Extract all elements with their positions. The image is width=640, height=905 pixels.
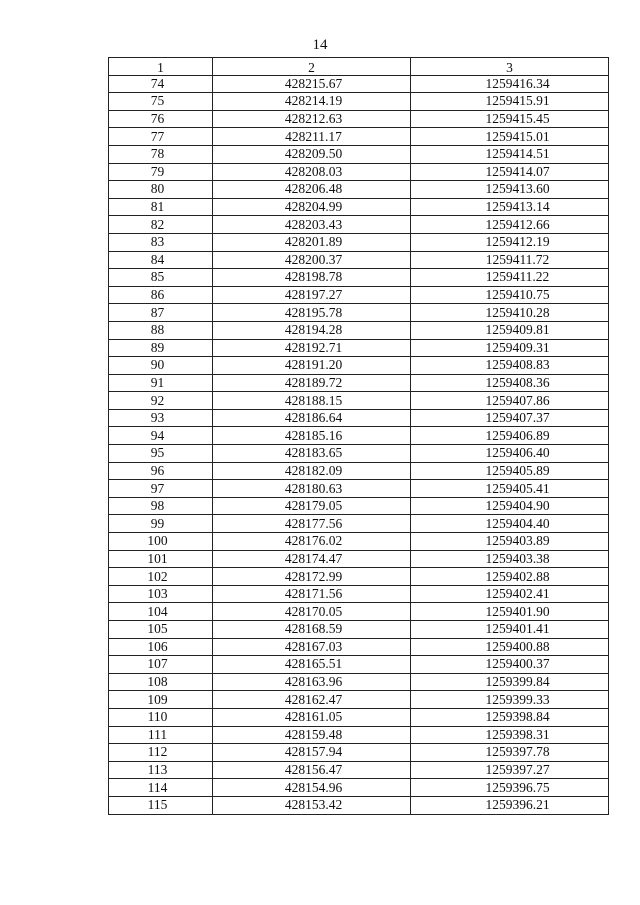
table-row	[109, 145, 609, 163]
point-number-cell: 107	[109, 656, 213, 674]
point-number-cell: 110	[109, 708, 213, 726]
x-coordinate-cell: 428182.09	[213, 462, 411, 480]
y-coordinate-cell: 1259397.27	[411, 761, 609, 779]
table-row	[109, 427, 609, 445]
x-coordinate-cell: 428185.16	[213, 427, 411, 445]
x-coordinate-cell: 428188.15	[213, 392, 411, 410]
table-row	[109, 93, 609, 111]
table-row	[109, 374, 609, 392]
column-header-1: 1	[109, 58, 213, 76]
y-coordinate-cell: 1259410.75	[411, 286, 609, 304]
x-coordinate-cell: 428209.50	[213, 145, 411, 163]
table-row	[109, 796, 609, 814]
x-coordinate-cell: 428198.78	[213, 269, 411, 287]
x-coordinate-cell: 428208.03	[213, 163, 411, 181]
y-coordinate-cell: 1259396.21	[411, 796, 609, 814]
table-row	[109, 761, 609, 779]
x-coordinate-cell: 428189.72	[213, 374, 411, 392]
y-coordinate-cell: 1259402.88	[411, 568, 609, 586]
point-number-cell: 114	[109, 779, 213, 797]
table-row	[109, 726, 609, 744]
coordinates-table	[108, 57, 609, 815]
x-coordinate-cell: 428172.99	[213, 568, 411, 586]
y-coordinate-cell: 1259416.34	[411, 75, 609, 93]
x-coordinate-cell: 428214.19	[213, 93, 411, 111]
x-coordinate-cell: 428153.42	[213, 796, 411, 814]
point-number-cell: 112	[109, 744, 213, 762]
point-number-cell: 102	[109, 568, 213, 586]
point-number-cell: 75	[109, 93, 213, 111]
x-coordinate-cell: 428170.05	[213, 603, 411, 621]
point-number-cell: 103	[109, 585, 213, 603]
y-coordinate-cell: 1259407.86	[411, 392, 609, 410]
y-coordinate-cell: 1259413.60	[411, 181, 609, 199]
table-body	[109, 75, 609, 814]
table-row	[109, 304, 609, 322]
x-coordinate-cell: 428204.99	[213, 198, 411, 216]
table-row	[109, 357, 609, 375]
point-number-cell: 97	[109, 480, 213, 498]
point-number-cell: 79	[109, 163, 213, 181]
table-row	[109, 233, 609, 251]
y-coordinate-cell: 1259409.31	[411, 339, 609, 357]
table-row	[109, 269, 609, 287]
x-coordinate-cell: 428203.43	[213, 216, 411, 234]
y-coordinate-cell: 1259398.31	[411, 726, 609, 744]
x-coordinate-cell: 428165.51	[213, 656, 411, 674]
table-row	[109, 533, 609, 551]
y-coordinate-cell: 1259403.38	[411, 550, 609, 568]
point-number-cell: 94	[109, 427, 213, 445]
x-coordinate-cell: 428197.27	[213, 286, 411, 304]
y-coordinate-cell: 1259408.83	[411, 357, 609, 375]
point-number-cell: 115	[109, 796, 213, 814]
y-coordinate-cell: 1259404.40	[411, 515, 609, 533]
x-coordinate-cell: 428215.67	[213, 75, 411, 93]
y-coordinate-cell: 1259406.40	[411, 445, 609, 463]
x-coordinate-cell: 428162.47	[213, 691, 411, 709]
table-row	[109, 216, 609, 234]
point-number-cell: 83	[109, 233, 213, 251]
y-coordinate-cell: 1259414.07	[411, 163, 609, 181]
x-coordinate-cell: 428186.64	[213, 409, 411, 427]
x-coordinate-cell: 428176.02	[213, 533, 411, 551]
table-row	[109, 251, 609, 269]
point-number-cell: 99	[109, 515, 213, 533]
y-coordinate-cell: 1259410.28	[411, 304, 609, 322]
point-number-cell: 91	[109, 374, 213, 392]
point-number-cell: 74	[109, 75, 213, 93]
x-coordinate-cell: 428201.89	[213, 233, 411, 251]
y-coordinate-cell: 1259412.66	[411, 216, 609, 234]
table-row	[109, 409, 609, 427]
x-coordinate-cell: 428211.17	[213, 128, 411, 146]
point-number-cell: 106	[109, 638, 213, 656]
point-number-cell: 89	[109, 339, 213, 357]
page-number: 14	[312, 37, 328, 53]
point-number-cell: 104	[109, 603, 213, 621]
y-coordinate-cell: 1259411.22	[411, 269, 609, 287]
table-row	[109, 673, 609, 691]
table-header-row	[109, 58, 609, 76]
x-coordinate-cell: 428183.65	[213, 445, 411, 463]
x-coordinate-cell: 428200.37	[213, 251, 411, 269]
point-number-cell: 86	[109, 286, 213, 304]
table-row	[109, 585, 609, 603]
point-number-cell: 96	[109, 462, 213, 480]
y-coordinate-cell: 1259399.33	[411, 691, 609, 709]
point-number-cell: 77	[109, 128, 213, 146]
table-row	[109, 779, 609, 797]
table-row	[109, 603, 609, 621]
table-row	[109, 445, 609, 463]
table-row	[109, 75, 609, 93]
table-row	[109, 128, 609, 146]
y-coordinate-cell: 1259415.91	[411, 93, 609, 111]
y-coordinate-cell: 1259401.41	[411, 621, 609, 639]
table-row	[109, 181, 609, 199]
x-coordinate-cell: 428163.96	[213, 673, 411, 691]
table-row	[109, 392, 609, 410]
point-number-cell: 87	[109, 304, 213, 322]
table-row	[109, 321, 609, 339]
y-coordinate-cell: 1259400.88	[411, 638, 609, 656]
x-coordinate-cell: 428179.05	[213, 497, 411, 515]
table-row	[109, 691, 609, 709]
point-number-cell: 88	[109, 321, 213, 339]
point-number-cell: 109	[109, 691, 213, 709]
table-row	[109, 744, 609, 762]
x-coordinate-cell: 428212.63	[213, 110, 411, 128]
point-number-cell: 101	[109, 550, 213, 568]
table-row	[109, 638, 609, 656]
y-coordinate-cell: 1259405.41	[411, 480, 609, 498]
point-number-cell: 92	[109, 392, 213, 410]
x-coordinate-cell: 428154.96	[213, 779, 411, 797]
x-coordinate-cell: 428168.59	[213, 621, 411, 639]
y-coordinate-cell: 1259406.89	[411, 427, 609, 445]
x-coordinate-cell: 428194.28	[213, 321, 411, 339]
y-coordinate-cell: 1259405.89	[411, 462, 609, 480]
point-number-cell: 85	[109, 269, 213, 287]
y-coordinate-cell: 1259396.75	[411, 779, 609, 797]
x-coordinate-cell: 428171.56	[213, 585, 411, 603]
y-coordinate-cell: 1259408.36	[411, 374, 609, 392]
y-coordinate-cell: 1259397.78	[411, 744, 609, 762]
table-row	[109, 550, 609, 568]
table-row	[109, 656, 609, 674]
x-coordinate-cell: 428191.20	[213, 357, 411, 375]
y-coordinate-cell: 1259400.37	[411, 656, 609, 674]
y-coordinate-cell: 1259412.19	[411, 233, 609, 251]
y-coordinate-cell: 1259415.45	[411, 110, 609, 128]
x-coordinate-cell: 428206.48	[213, 181, 411, 199]
x-coordinate-cell: 428174.47	[213, 550, 411, 568]
table-row	[109, 621, 609, 639]
point-number-cell: 111	[109, 726, 213, 744]
point-number-cell: 82	[109, 216, 213, 234]
column-header-3: 3	[411, 58, 609, 76]
table-row	[109, 198, 609, 216]
y-coordinate-cell: 1259409.81	[411, 321, 609, 339]
x-coordinate-cell: 428195.78	[213, 304, 411, 322]
y-coordinate-cell: 1259404.90	[411, 497, 609, 515]
point-number-cell: 80	[109, 181, 213, 199]
point-number-cell: 105	[109, 621, 213, 639]
point-number-cell: 98	[109, 497, 213, 515]
y-coordinate-cell: 1259403.89	[411, 533, 609, 551]
y-coordinate-cell: 1259401.90	[411, 603, 609, 621]
point-number-cell: 108	[109, 673, 213, 691]
y-coordinate-cell: 1259413.14	[411, 198, 609, 216]
y-coordinate-cell: 1259407.37	[411, 409, 609, 427]
point-number-cell: 81	[109, 198, 213, 216]
column-header-2: 2	[213, 58, 411, 76]
point-number-cell: 84	[109, 251, 213, 269]
point-number-cell: 93	[109, 409, 213, 427]
y-coordinate-cell: 1259402.41	[411, 585, 609, 603]
point-number-cell: 78	[109, 145, 213, 163]
table-row	[109, 286, 609, 304]
point-number-cell: 95	[109, 445, 213, 463]
table-row	[109, 163, 609, 181]
table-row	[109, 568, 609, 586]
x-coordinate-cell: 428157.94	[213, 744, 411, 762]
point-number-cell: 113	[109, 761, 213, 779]
y-coordinate-cell: 1259415.01	[411, 128, 609, 146]
x-coordinate-cell: 428167.03	[213, 638, 411, 656]
y-coordinate-cell: 1259399.84	[411, 673, 609, 691]
point-number-cell: 100	[109, 533, 213, 551]
table-row	[109, 339, 609, 357]
y-coordinate-cell: 1259398.84	[411, 708, 609, 726]
table-row	[109, 110, 609, 128]
y-coordinate-cell: 1259414.51	[411, 145, 609, 163]
table-row	[109, 515, 609, 533]
point-number-cell: 90	[109, 357, 213, 375]
x-coordinate-cell: 428177.56	[213, 515, 411, 533]
x-coordinate-cell: 428192.71	[213, 339, 411, 357]
table-row	[109, 480, 609, 498]
x-coordinate-cell: 428156.47	[213, 761, 411, 779]
table-row	[109, 462, 609, 480]
x-coordinate-cell: 428161.05	[213, 708, 411, 726]
y-coordinate-cell: 1259411.72	[411, 251, 609, 269]
table-row	[109, 708, 609, 726]
table-row	[109, 497, 609, 515]
point-number-cell: 76	[109, 110, 213, 128]
x-coordinate-cell: 428159.48	[213, 726, 411, 744]
x-coordinate-cell: 428180.63	[213, 480, 411, 498]
